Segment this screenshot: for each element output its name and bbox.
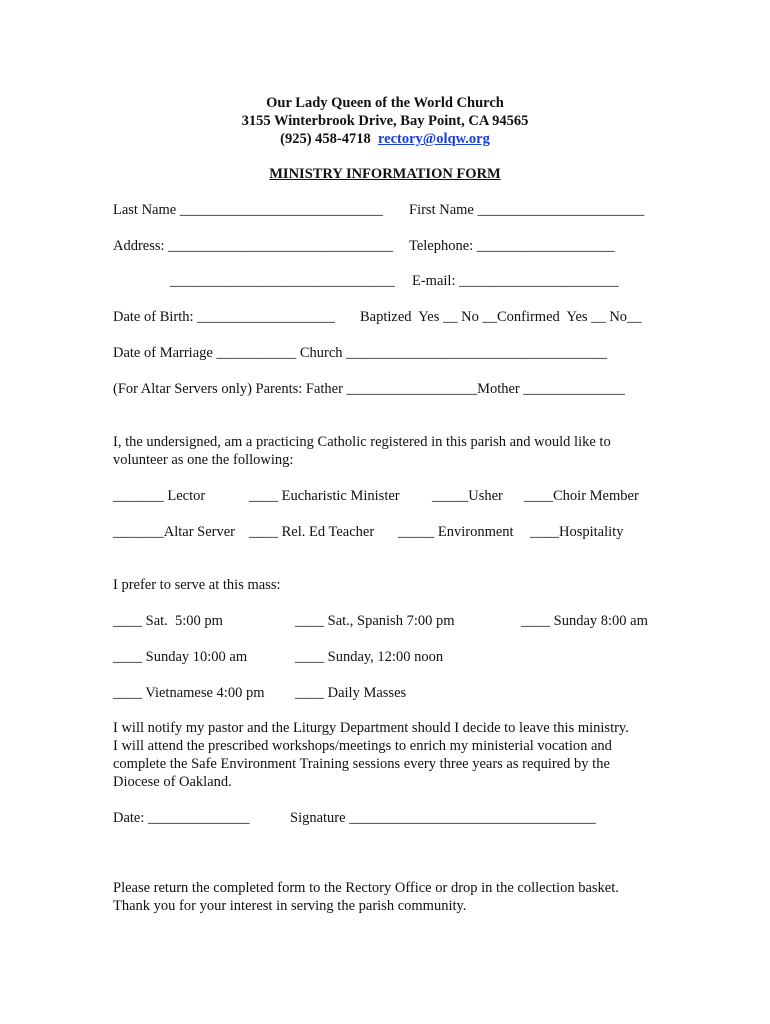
mass-sunday-12noon[interactable]: ____ Sunday, 12:00 noon — [295, 649, 444, 665]
telephone-field[interactable]: Telephone: ___________________ — [409, 238, 615, 254]
church-address: 3155 Winterbrook Drive, Bay Point, CA 94565 — [241, 113, 529, 129]
mass-sunday-8am[interactable]: ____ Sunday 8:00 am — [521, 613, 648, 629]
mass-sunday-10am[interactable]: ____ Sunday 10:00 am — [113, 649, 248, 665]
first-name-field[interactable]: First Name _______________________ — [409, 202, 645, 218]
address-field[interactable]: Address: _______________________________ — [113, 238, 393, 254]
ministry-altar-server[interactable]: _______Altar Server — [113, 524, 236, 540]
mass-vietnamese-4pm[interactable]: ____ Vietnamese 4:00 pm — [113, 685, 265, 701]
altar-parents-field[interactable]: (For Altar Servers only) Parents: Father __________________Mother ______________ — [113, 381, 625, 397]
mass-sat-5pm[interactable]: ____ Sat. 5:00 pm — [113, 613, 223, 629]
marriage-church-field[interactable]: Date of Marriage ___________ Church ____________________________________ — [113, 345, 608, 361]
baptized-confirmed-field[interactable]: Baptized Yes __ No __Confirmed Yes __ No__ — [360, 309, 642, 325]
closing-line-2: Thank you for your interest in serving the parish community. — [113, 898, 467, 914]
dob-field[interactable]: Date of Birth: ___________________ — [113, 309, 335, 325]
commitment-line-4: Diocese of Oakland. — [113, 774, 232, 790]
volunteer-intro-line-1: I, the undersigned, am a practicing Catholic registered in this parish and would like to — [113, 434, 611, 450]
form-title: MINISTRY INFORMATION FORM — [269, 166, 501, 182]
church-email-link[interactable]: rectory@olqw.org — [378, 131, 490, 147]
closing-line-1: Please return the completed form to the Rectory Office or drop in the collection basket. — [113, 880, 619, 896]
commitment-line-2: I will attend the prescribed workshops/meetings to enrich my ministerial vocation and — [113, 738, 612, 754]
ministry-environment[interactable]: _____ Environment — [398, 524, 514, 540]
commitment-line-1: I will notify my pastor and the Liturgy Department should I decide to leave this ministry. — [113, 720, 629, 736]
ministry-usher[interactable]: _____Usher — [432, 488, 503, 504]
church-contact — [0, 130, 770, 148]
date-field[interactable]: Date: ______________ — [113, 810, 250, 826]
church-name: Our Lady Queen of the World Church — [266, 95, 504, 111]
church-phone: (925) 458-4718 — [280, 131, 371, 147]
ministry-lector[interactable]: _______ Lector — [113, 488, 206, 504]
mass-daily[interactable]: ____ Daily Masses — [295, 685, 407, 701]
ministry-choir-member[interactable]: ____Choir Member — [524, 488, 639, 504]
ministry-eucharistic-minister[interactable]: ____ Eucharistic Minister — [249, 488, 400, 504]
address-line2-field[interactable]: _______________________________ — [170, 273, 395, 289]
last-name-field[interactable]: Last Name ____________________________ — [113, 202, 383, 218]
mass-sat-spanish-7pm[interactable]: ____ Sat., Spanish 7:00 pm — [295, 613, 455, 629]
commitment-line-3: complete the Safe Environment Training sessions every three years as required by the — [113, 756, 610, 772]
email-field[interactable]: E-mail: ______________________ — [412, 273, 619, 289]
signature-field[interactable]: Signature __________________________________ — [290, 810, 596, 826]
mass-intro: I prefer to serve at this mass: — [113, 577, 281, 593]
ministry-rel-ed-teacher[interactable]: ____ Rel. Ed Teacher — [249, 524, 375, 540]
volunteer-intro-line-2: volunteer as one the following: — [113, 452, 294, 468]
ministry-hospitality[interactable]: ____Hospitality — [530, 524, 624, 540]
